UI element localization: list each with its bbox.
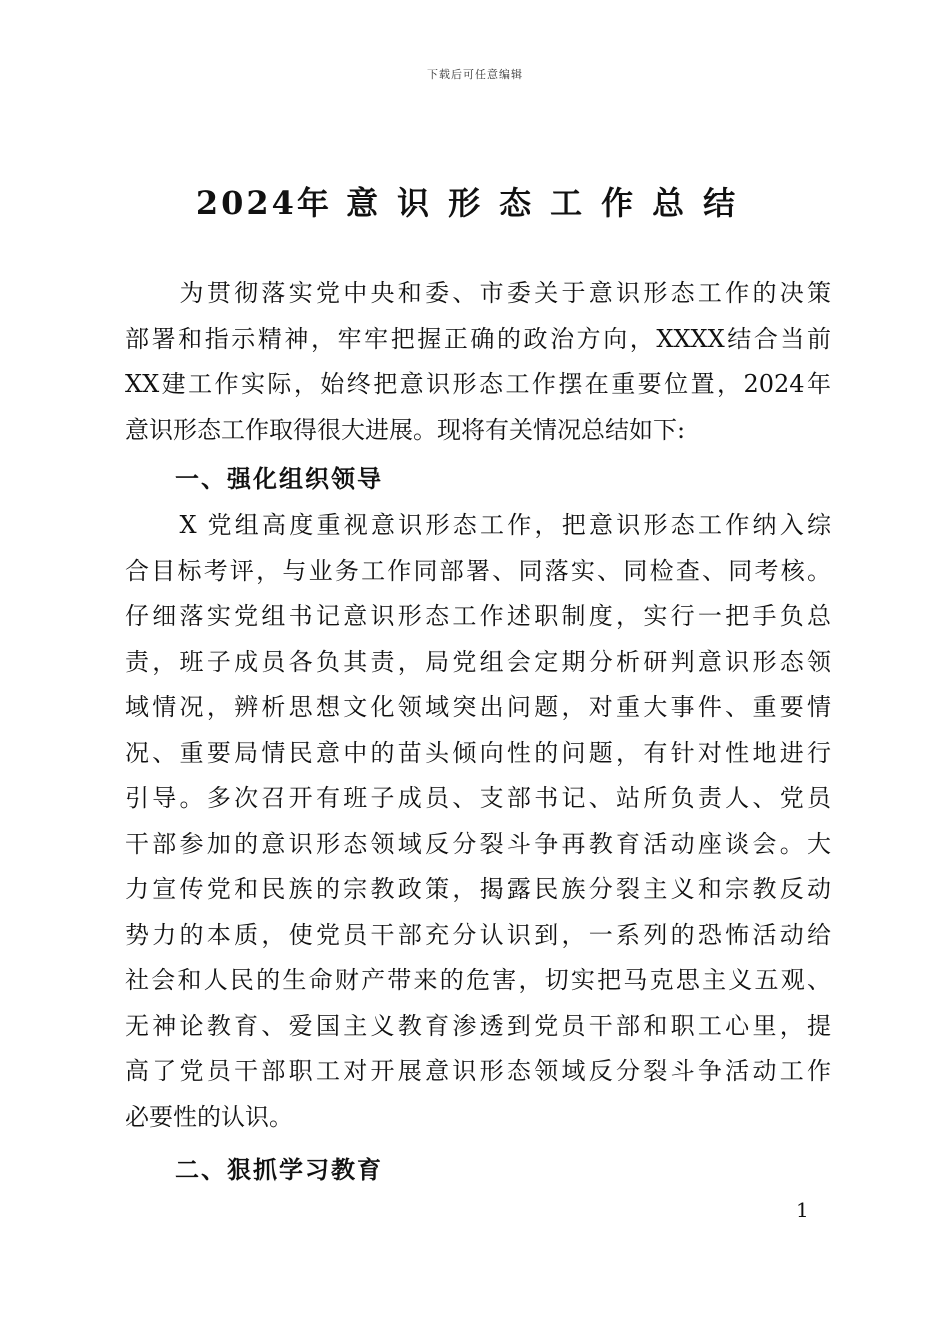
title-words: 意识形态工作总结	[346, 184, 755, 222]
paragraph-line: 高了党员干部职工对开展意识形态领域反分裂斗争活动工作	[125, 1057, 831, 1085]
paragraph-line: 况、重要局情民意中的苗头倾向性的问题，有针对性地进行	[125, 738, 831, 767]
paragraph-line: X 党组高度重视意识形态工作，把意识形态工作纳入综	[125, 511, 831, 539]
page-number: 1	[796, 1198, 809, 1222]
header-note: 下载后可任意编辑	[427, 68, 523, 81]
title-year: 2024年	[195, 184, 332, 222]
intro-line: XX建工作实际，始终把意识形态工作摆在重要位置，2024年	[125, 370, 831, 398]
paragraph-line: 势力的本质，使党员干部充分认识到，一系列的恐怖活动给	[125, 920, 831, 949]
intro-line: 为贯彻落实党中央和委、市委关于意识形态工作的决策	[125, 279, 831, 307]
paragraph-line: 必要性的认识。	[125, 1102, 293, 1131]
section-heading-2: 二、狠抓学习教育	[175, 1156, 383, 1184]
paragraph-line: 力宣传党和民族的宗教政策，揭露民族分裂主义和宗教反动	[125, 875, 831, 903]
paragraph-line: 责，班子成员各负其责，局党组会定期分析研判意识形态领	[125, 647, 831, 676]
paragraph-line: 无神论教育、爱国主义教育渗透到党员干部和职工心里，提	[125, 1011, 831, 1040]
intro-line: 意识形态工作取得很大进展。现将有关情况总结如下:	[125, 415, 686, 444]
section-1-paragraph	[125, 503, 831, 1140]
paragraph-line: 干部参加的意识形态领域反分裂斗争再教育活动座谈会。大	[125, 829, 831, 858]
intro-line: 部署和指示精神，牢牢把握正确的政治方向，XXXX结合当前	[125, 324, 831, 353]
paragraph-line: 引导。多次召开有班子成员、支部书记、站所负责人、党员	[125, 784, 831, 812]
paragraph-line: 仔细落实党组书记意识形态工作述职制度，实行一把手负总	[125, 602, 831, 630]
intro-paragraph	[125, 271, 831, 453]
paragraph-line: 社会和人民的生命财产带来的危害，切实把马克思主义五观、	[125, 966, 831, 994]
document-title	[0, 178, 950, 224]
section-heading-1: 一、强化组织领导	[175, 465, 383, 493]
paragraph-line: 合目标考评，与业务工作同部署、同落实、同检查、同考核。	[125, 556, 831, 585]
paragraph-line: 域情况，辨析思想文化领域突出问题，对重大事件、重要情	[125, 693, 831, 721]
